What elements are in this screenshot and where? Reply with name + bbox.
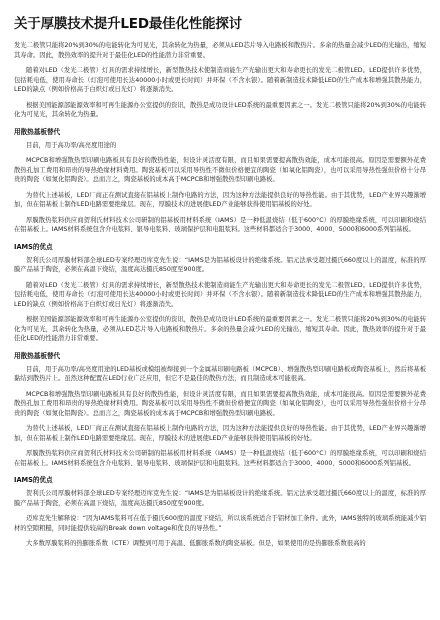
paragraph: 迈库克先生解释说：“因为IAMS浆料可在低于摄氏600度的温度下烧结，所以该系统适合于铝材加工条件。此外，IAMS独特的玻璃系统能减少铝材的空隙粗糙，同时能提供较高的Break down voltage和优良的导热性。” — [14, 515, 426, 532]
paragraph: 为替代上述基板，LED厂商正在测试直接在铝基板上制作电路的方法，因为这种方法能提供良好的导热性能。由于其优势，LED产业界兴趣渐增加，但在铝基板上制作LED电路需要绝缘层。现在，厚膜技术的进展使LED产业能够获得使用铝基板的好处。 — [14, 425, 426, 442]
paragraph: 根据美国能源部能源效率和可再生能源办公室提供的资讯，散热是成功设计LED系统的最重要因素之一。发光二极管只能将20%到30%的电能转化为可见光，其余转化为热量，必须从LED芯片导入电路板和散热片。多余的热量会减少LED的光输出，缩短其寿命。因此，散热效率的提升对于最佳化LED的性能潜力非常重要。 — [14, 316, 426, 342]
paragraph: 根据美国能源部能源效率和可再生能源办公室提供的资讯，散热是成功设计LED系统的最重要因素之一。发光二极管只能将20%到30%的电能转化为可见光，其余转化为热量。 — [14, 101, 426, 118]
paragraph: 发光二极管只能将20%到30%的电能转化为可见光，其余转化为热量，必须从LED芯片导入电路板和散热片。多余的热量会减少LED的光输出，缩短其寿命。因此，散热效率的提升对于最佳化LED的性能潜力非常重要。 — [14, 42, 426, 59]
paragraph: 厚膜散热浆料供应商贺利氏材料技术公司研制的铝基板用材料系统（IAMS）是一种低温烧结（低于600°C）的厚膜绝缘系统，可以印刷和烧结在铝基板上。IAMS材料系统包含介电浆料、银导电浆料、玻璃保护层和电阻浆料。这些材料都适合于3000、4000、5000和6000系列铝基板。 — [14, 216, 426, 233]
paragraph: 厚膜散热浆料供应商贺利氏材料技术公司研制的铝基板用材料系统（IAMS）是一种低温烧结（低于600°C）的厚膜绝缘系统，可以印刷和烧结在铝基板上。IAMS材料系统包含介电浆料、银导电浆料、玻璃保护层和电阻浆料。这些材料都适合于3000、4000、5000和6000系列铝基板。 — [14, 450, 426, 467]
paragraph: 贺利氏公司厚膜材料部全球LED专案经理迈库克先生说：“IAMS是为铝基板设计的绝缘系统。铝元法承受超过摄氏660度以上的温度，标准的厚膜产品基于陶瓷，必须在高温下烧结，温度高达摄氏850度至900度。 — [14, 256, 426, 273]
paragraph: MCPCB和增强散热型印刷电路板具有良好的散热性能，但设计灵活度有限，而且如果需要提高散热效能，成本可能很高。原因是需要额外花费散热孔加工费用和昂贵的导热绝缘材料费用。陶瓷基板可以采用导热性不微但价格便宜的陶瓷（如氧化铝陶瓷），也可以采用导热性强但价格十分昂贵的陶瓷（如氮化铝陶瓷）。总而言之，陶瓷基板的成本高于MCPCB和增强散热型印刷电路板。 — [14, 390, 426, 417]
section-heading: IAMS的优点 — [14, 242, 53, 251]
section-heading: IAMS的优点 — [14, 476, 53, 484]
document-title: 关于厚膜技术提升LED最佳化性能探讨 — [14, 16, 242, 32]
paragraph: 随着对LED（发光二极管）灯具的需求持续增长，新型散热技术使制造商能生产光输出更大和寿命更长的发光二极管LED。LED提供许多优势，包括耗电低，使用寿命长（灯泡可使用长达40000小时或更长时间）并环保（不含水银）。随着新制造技术降低LED的生产成本和增强其散热能力，LED的缺点（例如价格高于白炽灯或日光灯）将逐渐消失。 — [14, 281, 426, 308]
paragraph: 大多数厚膜浆料的热膨胀系数（CTE）调整到可用于高温、低膨胀系数的陶瓷基板。但是，如果使用的是热膨胀系数很高的 — [26, 540, 366, 547]
section-heading: 用散热基板替代 — [14, 127, 61, 136]
paragraph: MCPCB和增强散热型印刷电路板具有良好的散热性能，但设计灵活度有限，而且如果需要提高散热效能，成本可能很高。原因是需要额外花费散热孔加工费用和昂贵的导热绝缘材料费用。陶瓷基板可以采用导热性不微但价格便宜的陶瓷（如氧化铝陶瓷），也可以采用导热性强但价格十分昂贵的陶瓷（如氮化铝陶瓷）。总而言之，陶瓷基板的成本高于MCPCB和增强散热型印刷电路板。 — [14, 157, 426, 183]
section-heading: 用散热基板替代 — [14, 351, 61, 360]
paragraph: 为替代上述基板，LED厂商正在测试直接在铝基板上制作电路的方法，因为这种方法能提供良好的导热性能。由于其优势，LED产业界兴趣渐增加，但在铝基板上制作LED电路需要绝缘层。现在，厚膜技术的进展使LED产业能够获得使用铝基板的好处。 — [14, 191, 426, 208]
paragraph: 随着对LED（发光二极管）灯具的需求持续增长，新型散热技术使制造商能生产光输出更大和寿命更长的发光二极管LED。LED提供许多优势，包括耗电低，使用寿命长（灯泡可使用长达40000小时或更长时间）并环保（不含水银）。随着新制造技术降低LED的生产成本和增强其散热能力，LED的缺点（例如价格高于白炽灯或日光灯）将逐渐消失。 — [14, 67, 426, 93]
document-body — [14, 41, 426, 549]
paragraph: 目前，用于高功率/高亮度用途的 — [26, 141, 117, 149]
paragraph: 目前，用于高功率/高亮度用途的LED基板或模组被焊接到一个金属基印刷电路板（MCPCB）、增强散热型印刷电路板或陶瓷基板上，然后将基板黏结到散热片上。虽然这种配置在LED行业广泛应用，但它不是最佳的散热方法，而且制造成本可能很高。 — [14, 365, 426, 382]
paragraph: 贺利氏公司厚膜材料部全球LED专案经理迈库克先生说：“IAMS是为铝基板设计的绝缘系统。铝元法承受超过摄氏660度以上的温度，标准的厚膜产品基于陶瓷，必须在高温下烧结，温度高达摄氏850度至900度。 — [14, 490, 426, 507]
